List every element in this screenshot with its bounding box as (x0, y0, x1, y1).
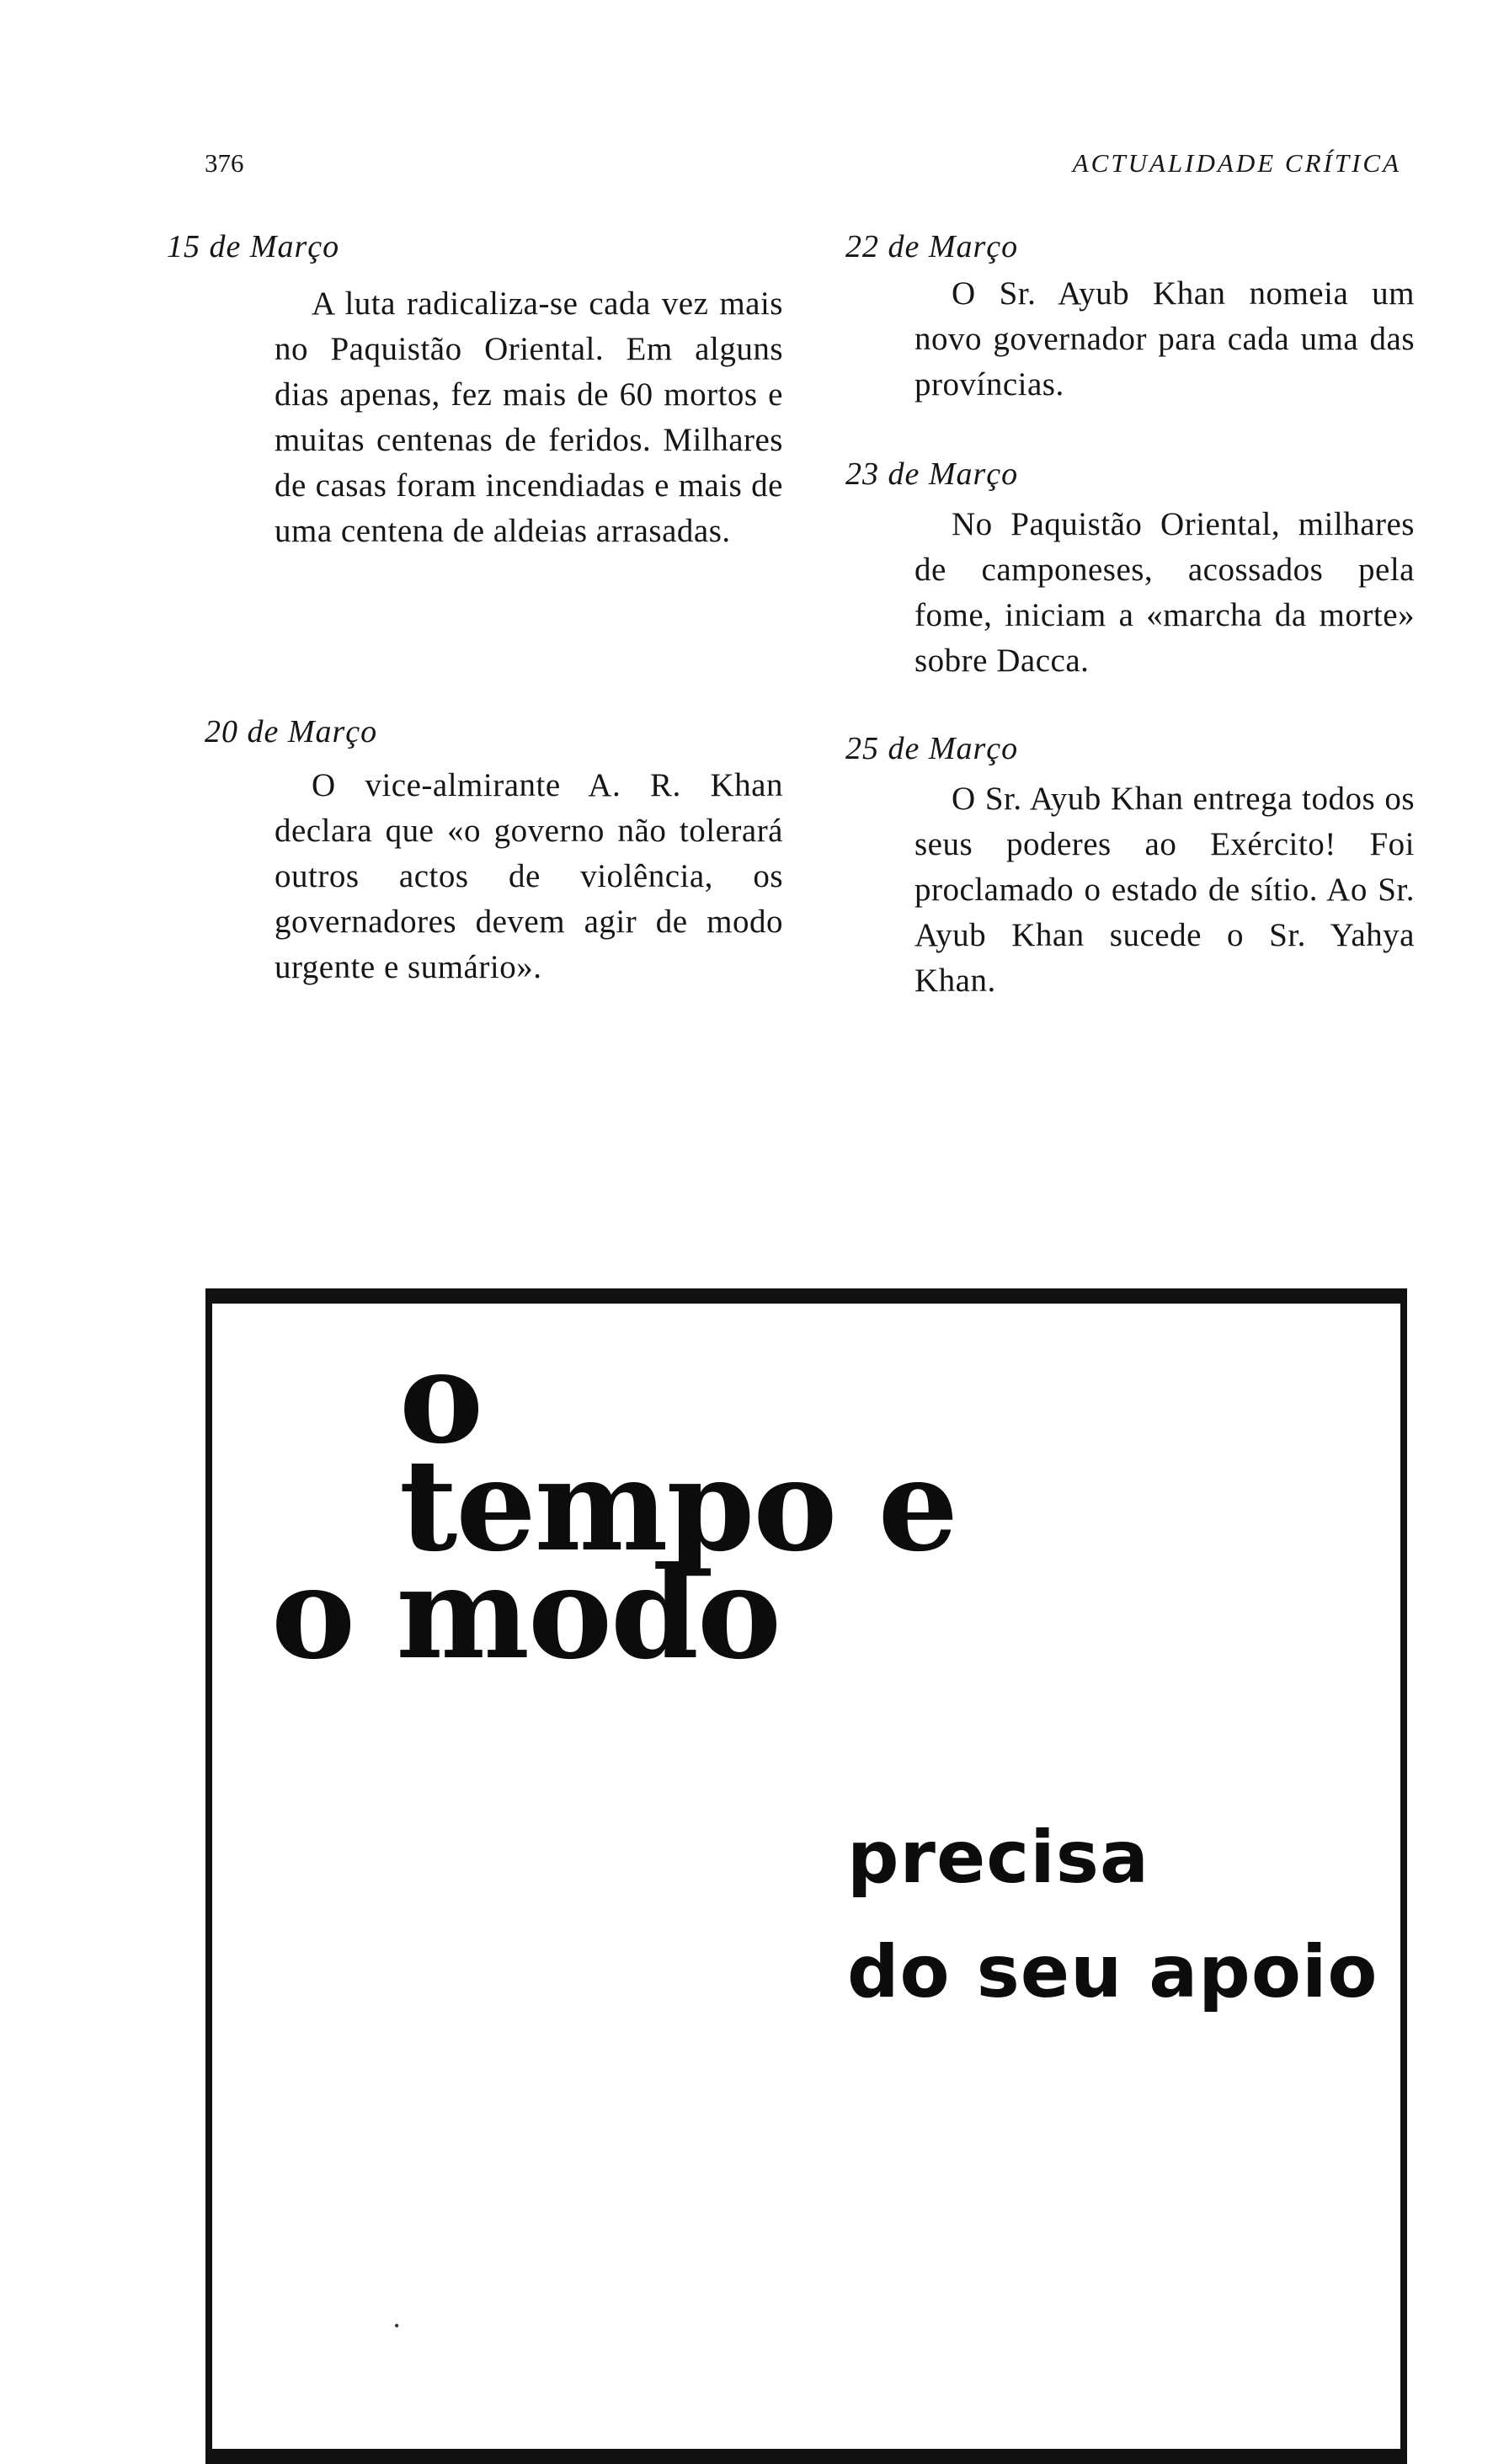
page-number: 376 (205, 148, 244, 178)
entry-date: 15 de Março (167, 229, 340, 264)
advertisement-box (205, 1288, 1407, 2464)
ad-subtitle-line: precisa (847, 1816, 1149, 1900)
chronology-entry (845, 726, 1418, 1004)
entry-date: 20 de Março (205, 714, 378, 749)
entry-text-content: O Sr. Ayub Khan nomeia um novo governador para cada uma das províncias. (914, 275, 1415, 403)
ad-title-line: tempo e (399, 1432, 957, 1580)
entry-text-content: O Sr. Ayub Khan entrega todos os seus poderes ao Exército! Foi proclamado o estado de sítio. Ao Sr. Ayub Khan sucede o Sr. Yahya Khan. (914, 781, 1415, 999)
running-title: ACTUALIDADE CRÍTICA (1072, 148, 1401, 178)
entry-text (914, 271, 1415, 408)
entry-text (914, 502, 1415, 684)
entry-text-content: A luta radicaliza-se cada vez mais no Paquistão Oriental. Em alguns dias apenas, fez mais de 60 mortos e muitas centenas de feridos. Milhares de casas foram incendiadas e mais de uma centena de aldeias arrasadas. (275, 285, 783, 549)
entry-date: 25 de Março (845, 731, 1019, 766)
chronology-entry (845, 224, 1418, 408)
entry-text-content: O vice-almirante A. R. Khan declara que «o governo não tolerará outros actos de violência, os governadores devem agir de modo urgente e sumário». (275, 767, 783, 985)
entry-text (275, 763, 783, 990)
ad-title-line: o modo (271, 1539, 780, 1688)
entry-text (914, 776, 1415, 1004)
entry-date: 22 de Março (845, 229, 1019, 264)
chronology-entry (205, 709, 786, 990)
entry-text-content: No Paquistão Oriental, milhares de camponeses, acossados pela fome, iniciam a «marcha da morte» sobre Dacca. (914, 506, 1415, 679)
chronology-entry (845, 451, 1418, 684)
entry-text (275, 281, 783, 554)
print-speck: • (394, 2317, 400, 2334)
ad-title-line: o (399, 1324, 483, 1472)
entry-date: 23 de Março (845, 456, 1019, 492)
ad-subtitle (847, 1800, 1378, 2029)
chronology-entry (167, 224, 783, 554)
ad-subtitle-line: do seu apoio (847, 1930, 1378, 2014)
ad-title (212, 1324, 957, 1688)
